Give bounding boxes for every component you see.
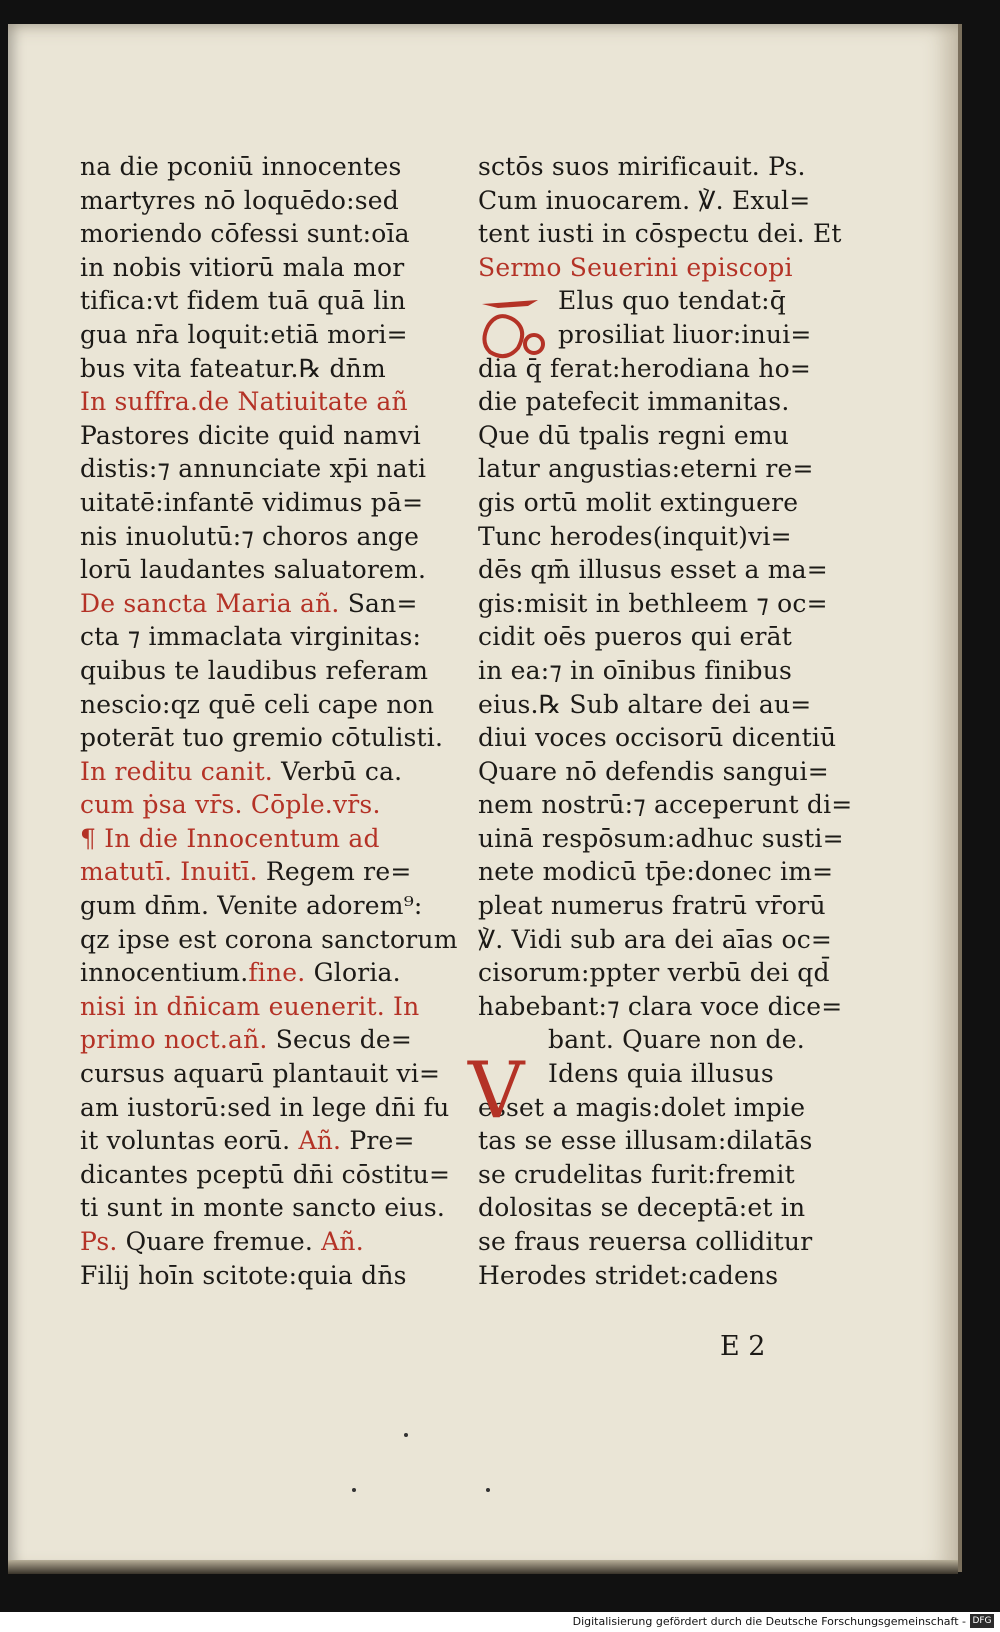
text-line: distis:⁊ annunciate xp̄i nati (80, 454, 427, 484)
text-line: dēs qm̄ illusus esset a ma= (478, 555, 828, 585)
left-column (80, 150, 458, 1292)
text-line: dia q̄ ferat:herodiana ho= (478, 353, 812, 383)
text-line: gua nr̄a loquit:etiā mori= (80, 319, 408, 349)
text-line: matutī. Inuitī. Regem re= (80, 857, 412, 887)
text-line: cursus aquarū plantauit vi= (80, 1059, 441, 1089)
text-line: Pastores dicite quid namvi (80, 420, 421, 450)
text-line: tifica:vt fidem tuā quā lin (80, 286, 406, 316)
text-line: lorū laudantes saluatorem. (80, 555, 427, 585)
text-line: se fraus reuersa colliditur (478, 1227, 813, 1256)
text-line: quibus te laudibus referam (80, 655, 429, 685)
text-line: in ea:⁊ in oīnibus finibus (478, 655, 793, 685)
text-line: latur angustias:eterni re= (478, 454, 814, 484)
footer-credit: Digitalisierung gefördert durch die Deutsche Forschungsgemeinschaft - (572, 1615, 966, 1628)
text-line: uinā respōsum:adhuc susti= (478, 823, 844, 853)
text-line: cum ṗsa vr̄s. Cōple.vr̄s. (80, 790, 381, 820)
text-line: In suffra.de Natiuitate añ (80, 387, 408, 417)
text-line: nem nostrū:⁊ acceperunt di= (478, 790, 853, 820)
text-line: na die pconiū innocentes (80, 152, 402, 181)
text-line: Cum inuocarem. ℣. Exul= (478, 185, 811, 215)
text-line: Sermo Seuerini episcopi (478, 252, 793, 282)
text-line: cta ⁊ immaclata virginitas: (80, 622, 422, 652)
text-line: primo noct.añ. Secus de= (80, 1025, 413, 1055)
text-line: De sancta Maria añ. San= (80, 588, 418, 618)
text-line: Tunc herodes(inquit)vi= (478, 521, 792, 551)
text-line: habebant:⁊ clara voce dice= (478, 991, 843, 1021)
text-line: se crudelitas furit:fremit (478, 1159, 795, 1189)
text-line: martyres nō loquēdo:sed (80, 185, 400, 215)
text-line: nisi in dn̄icam euenerit. In (80, 991, 420, 1021)
text-line: die patefecit immanitas. (478, 387, 790, 417)
text-line: ti sunt in monte sancto eius. (80, 1193, 446, 1223)
ink-speck (352, 1488, 356, 1492)
text-line: nescio:qz quē celi cape non (80, 689, 435, 719)
text-line: In reditu canit. Verbū ca. (80, 756, 403, 786)
text-line: cidit oēs pueros qui erāt (478, 622, 793, 652)
text-line: Que dū tpalis regni emu (478, 420, 790, 450)
text-line: ℣. Vidi sub ara dei aīas oc= (478, 924, 833, 954)
signature-mark: E 2 (720, 1331, 766, 1362)
text-line: bant. Quare non de. (548, 1025, 805, 1055)
text-line: Idens quia illusus (548, 1059, 774, 1089)
text-line: Herodes stridet:cadens (478, 1260, 779, 1290)
text-line: uitatē:infantē vidimus pā= (80, 487, 424, 517)
ink-speck (404, 1433, 408, 1437)
ornamental-initial-icon (478, 296, 550, 366)
text-line: tas se esse illusam:dilatās (478, 1126, 813, 1156)
text-line: Quare nō defendis sangui= (478, 756, 829, 786)
text-line: nete modicū tp̄e:donec im= (478, 857, 834, 887)
text-line: ¶ In die Innocentum ad (80, 823, 380, 853)
text-line: gum dn̄m. Venite adorem⁹: (80, 891, 423, 921)
text-line: qz ipse est corona sanctorum (80, 924, 458, 954)
page-edge (8, 1560, 958, 1574)
text-line: dolositas se deceptā:et in (478, 1193, 806, 1223)
text-line: prosiliat liuor:inui= (558, 319, 812, 349)
text-line: cisorum:ppter verbū dei qd̄ (478, 958, 830, 988)
drop-capital: V (468, 1046, 525, 1136)
dfg-logo: DFG (970, 1614, 994, 1628)
text-line: nis inuolutū:⁊ choros ange (80, 521, 420, 551)
text-line: am iustorū:sed in lege dn̄i fu (80, 1092, 450, 1122)
text-line: innocentium.fine. Gloria. (80, 958, 401, 988)
text-line: gis:misit in bethleem ⁊ oc= (478, 588, 828, 618)
text-line: moriendo cōfessi sunt:oīa (80, 219, 410, 249)
text-line: Ps. Quare fremue. Añ. (80, 1227, 364, 1256)
ink-speck (486, 1488, 490, 1492)
text-line: gis ortū molit extinguere (478, 487, 799, 517)
text-line: eius.℞ Sub altare dei au= (478, 689, 812, 719)
text-line: poterāt tuo gremio cōtulisti. (80, 723, 444, 753)
text-line: Elus quo tendat:q̄ (558, 286, 786, 316)
text-line: it voluntas eorū. Añ. Pre= (80, 1126, 415, 1156)
text-line: bus vita fateatur.℞ dn̄m (80, 353, 386, 383)
text-line: in nobis vitiorū mala mor (80, 252, 405, 282)
text-line: tent iusti in cōspectu dei. Et (478, 219, 842, 249)
text-line: dicantes pceptū dn̄i cōstitu= (80, 1159, 451, 1189)
text-line: pleat numerus fratrū vr̄orū (478, 891, 826, 921)
text-line: Filij hoīn scitote:quia dn̄s (80, 1260, 407, 1290)
text-line: diui voces occisorū dicentiū (478, 723, 837, 753)
text-line: sctōs suos mirificauit. Ps. (478, 152, 806, 181)
text-line: esset a magis:dolet impie (478, 1092, 806, 1122)
